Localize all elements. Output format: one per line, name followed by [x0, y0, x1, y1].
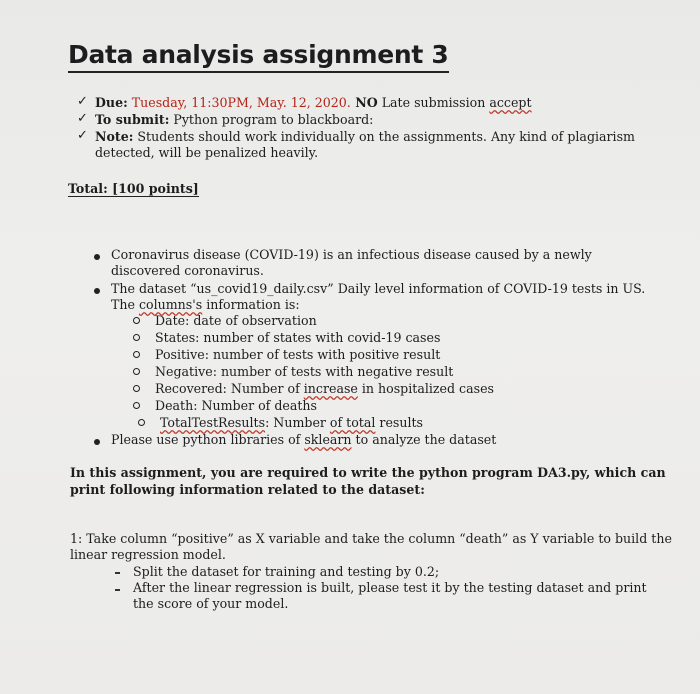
bullet-2-text-c: information is:	[202, 297, 300, 312]
due-date: Tuesday, 11:30PM, May. 12, 2020.	[127, 95, 351, 110]
recovered-text-a: Recovered: Number of	[155, 381, 304, 396]
total-text-d: results	[375, 415, 424, 430]
sub-item-states: States: number of states with covid-19 cases	[155, 330, 441, 345]
bullet-2-line-1: The dataset “us_covid19_daily.csv” Daily level information of COVID-19 tests in US.	[111, 281, 646, 296]
bullet-3-text-a: Please use python libraries of	[111, 432, 305, 447]
submit-label: To submit:	[95, 112, 170, 127]
sub-item-positive: Positive: number of tests with positive result	[155, 347, 441, 362]
bullet-2-text-a: The	[111, 297, 139, 312]
checkmark-icon: ✓	[77, 128, 88, 143]
checkmark-icon: ✓	[77, 111, 88, 126]
total-of-total: of total	[329, 415, 376, 430]
task-dash-1: Split the dataset for training and testing by 0.2;	[133, 564, 440, 579]
due-late: Late submission	[377, 95, 490, 110]
circle-bullet-icon	[133, 351, 140, 358]
page-title: Data analysis assignment 3	[68, 40, 449, 73]
due-label: Due:	[95, 95, 128, 110]
total-points: Total: [100 points]	[68, 181, 199, 196]
total-test-results: TotalTestResults	[160, 415, 266, 430]
dash-icon	[115, 572, 120, 574]
task-dash-2-line-2: the score of your model.	[133, 596, 289, 611]
bullet-2-line-2	[111, 297, 300, 313]
bullet-3	[111, 432, 496, 448]
dash-icon	[115, 589, 120, 591]
note-text-2: detected, will be penalized heavily.	[95, 145, 319, 160]
task-dash-2-line-1: After the linear regression is built, please test it by the testing dataset and print	[133, 580, 647, 595]
task-line-1: 1: Take column “positive” as X variable and take the column “death” as Y variable to build the	[70, 531, 672, 546]
due-accept: accept	[489, 95, 532, 110]
total-text-b: : Number	[265, 415, 330, 430]
sub-item-date: Date: date of observation	[155, 313, 317, 328]
note-label: Note:	[95, 129, 134, 144]
sub-item-recovered	[155, 381, 494, 397]
recovered-increase: increase	[303, 381, 358, 396]
sub-item-total	[160, 415, 423, 431]
circle-bullet-icon	[133, 385, 140, 392]
bullet-3-sklearn: sklearn	[304, 432, 352, 447]
bullet-icon	[94, 288, 100, 294]
intro-line-2: print following information related to the dataset:	[70, 482, 425, 497]
intro-line-1: In this assignment, you are required to write the python program DA3.py, which can	[70, 465, 666, 480]
sub-item-death: Death: Number of deaths	[155, 398, 317, 413]
circle-bullet-icon	[133, 317, 140, 324]
circle-bullet-icon	[138, 419, 145, 426]
sub-item-negative: Negative: number of tests with negative result	[155, 364, 454, 379]
note-text-1: Students should work individually on the assignments. Any kind of plagiarism	[133, 129, 635, 144]
bullet-1-line-2: discovered coronavirus.	[111, 263, 264, 278]
task-line-2: linear regression model.	[70, 547, 226, 562]
due-line	[95, 95, 532, 111]
bullet-1-line-1: Coronavirus disease (COVID-19) is an infectious disease caused by a newly	[111, 247, 592, 262]
due-no: NO	[350, 95, 378, 110]
bullet-icon	[94, 439, 100, 445]
circle-bullet-icon	[133, 368, 140, 375]
bullet-3-text-c: to analyze the dataset	[351, 432, 497, 447]
note-line	[95, 129, 635, 145]
submit-text: Python program to blackboard:	[169, 112, 374, 127]
bullet-2-columns: columns's	[138, 297, 203, 312]
recovered-text-c: in hospitalized cases	[357, 381, 494, 396]
circle-bullet-icon	[133, 402, 140, 409]
checkmark-icon: ✓	[77, 94, 88, 109]
submit-line	[95, 112, 373, 128]
bullet-icon	[94, 254, 100, 260]
circle-bullet-icon	[133, 334, 140, 341]
